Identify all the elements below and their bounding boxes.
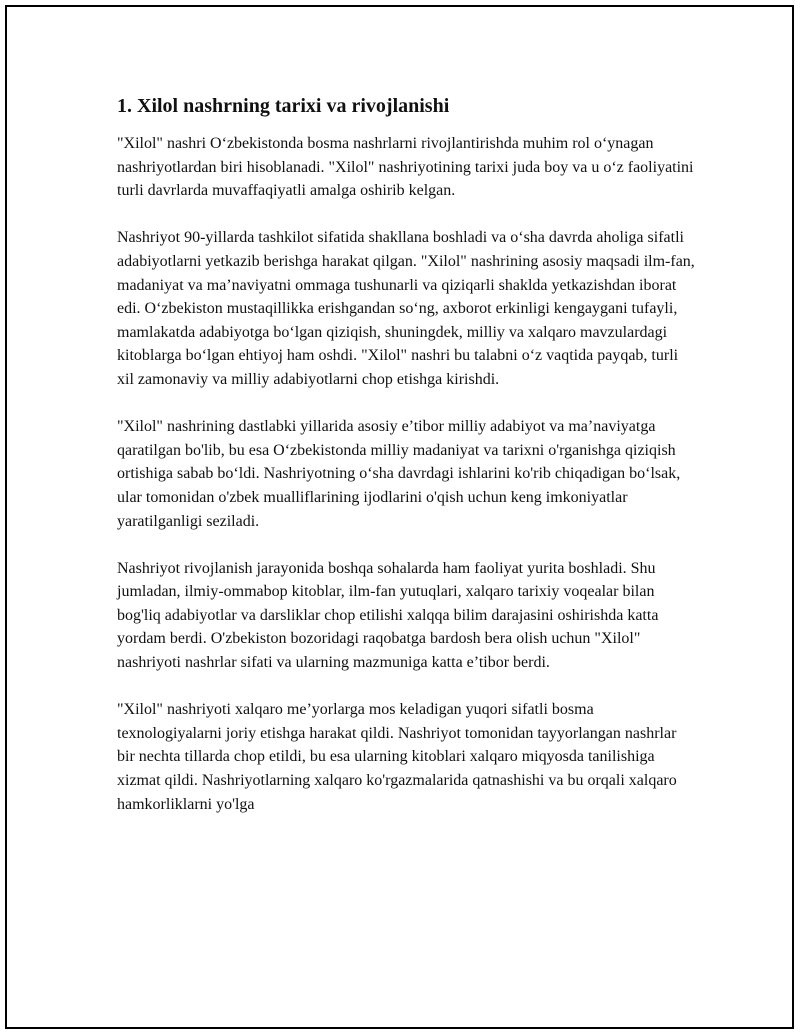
paragraph-3: "Xilol" nashrining dastlabki yillarida asosiy e’tibor milliy adabiyot va ma’naviyatga qaratilgan bo'lib, bu esa O‘zbekistonda milliy madaniyat va tarixni o'rganishga qiziqish ortishiga sabab bo‘ldi. Nashriyotning o‘sha davrdagi ishlarini ko'rib chiqadigan bo‘lsak, ular tomonidan o'zbek mualliflarining ijodlarini o'qish uchun keng imkoniyatlar yaratilganligi seziladi. [117,418,681,530]
paragraph-2: Nashriyot 90-yillarda tashkilot sifatida shakllana boshladi va o‘sha davrda aholiga sifatli adabiyotlarni yetkazib berishga harakat qilgan. "Xilol" nashrining asosiy maqsadi ilm-fan, madaniyat va ma’naviyatni ommaga tushunarli va qiziqarli shaklda yetkazishdan iborat edi. O‘zbekiston mustaqillikka erishgandan so‘ng, axborot erkinligi kengaygani tufayli, mamlakatda adabiyotga bo‘lgan qiziqish, shuningdek, milliy va xalqaro mavzulardagi kitoblarga bo‘lgan ehtiyoj ham oshdi. "Xilol" nashri bu talabni o‘z vaqtida payqab, turli xil zamonaviy va milliy adabiyotlarni chop etishga kirishdi. [117,229,695,388]
paragraph-4: Nashriyot rivojlanish jarayonida boshqa sohalarda ham faoliyat yurita boshladi. Shu jumladan, ilmiy-ommabop kitoblar, ilm-fan yutuqlari, xalqaro tarixiy voqealar bilan bog'liq adabiyotlar va darsliklar chop etilishi xalqqa bilim darajasini oshirishda katta yordam berdi. O'zbekiston bozoridagi raqobatga bardosh bera olish uchun "Xilol" nashriyoti nashrlar sifati va ularning mazmuniga katta e’tibor berdi. [117,559,659,672]
document-body [117,94,697,840]
section-heading: 1. Xilol nashrning tarixi va rivojlanishi [117,95,450,117]
paragraph-5: "Xilol" nashriyoti xalqaro me’yorlarga mos keladigan yuqori sifatli bosma texnologiyalarni joriy etishga harakat qildi. Nashriyot tomonidan tayyorlangan nashrlar bir nechta tillarda chop etildi, bu esa ularning kitoblari xalqaro miqyosda tanilishiga xizmat qildi. Nashriyotlarning xalqaro ko'rgazmalarida qatnashishi va bu orqali xalqaro hamkorliklarni yo'lga [117,701,677,813]
paragraph-1: "Xilol" nashri O‘zbekistonda bosma nashrlarni rivojlantirishda muhim rol o‘ynagan nashriyotlardan biri hisoblanadi. "Xilol" nashriyotining tarixi juda boy va u o‘z faoliyatini turli davrlarda muvaffaqiyatli amalga oshirib kelgan. [117,135,694,200]
